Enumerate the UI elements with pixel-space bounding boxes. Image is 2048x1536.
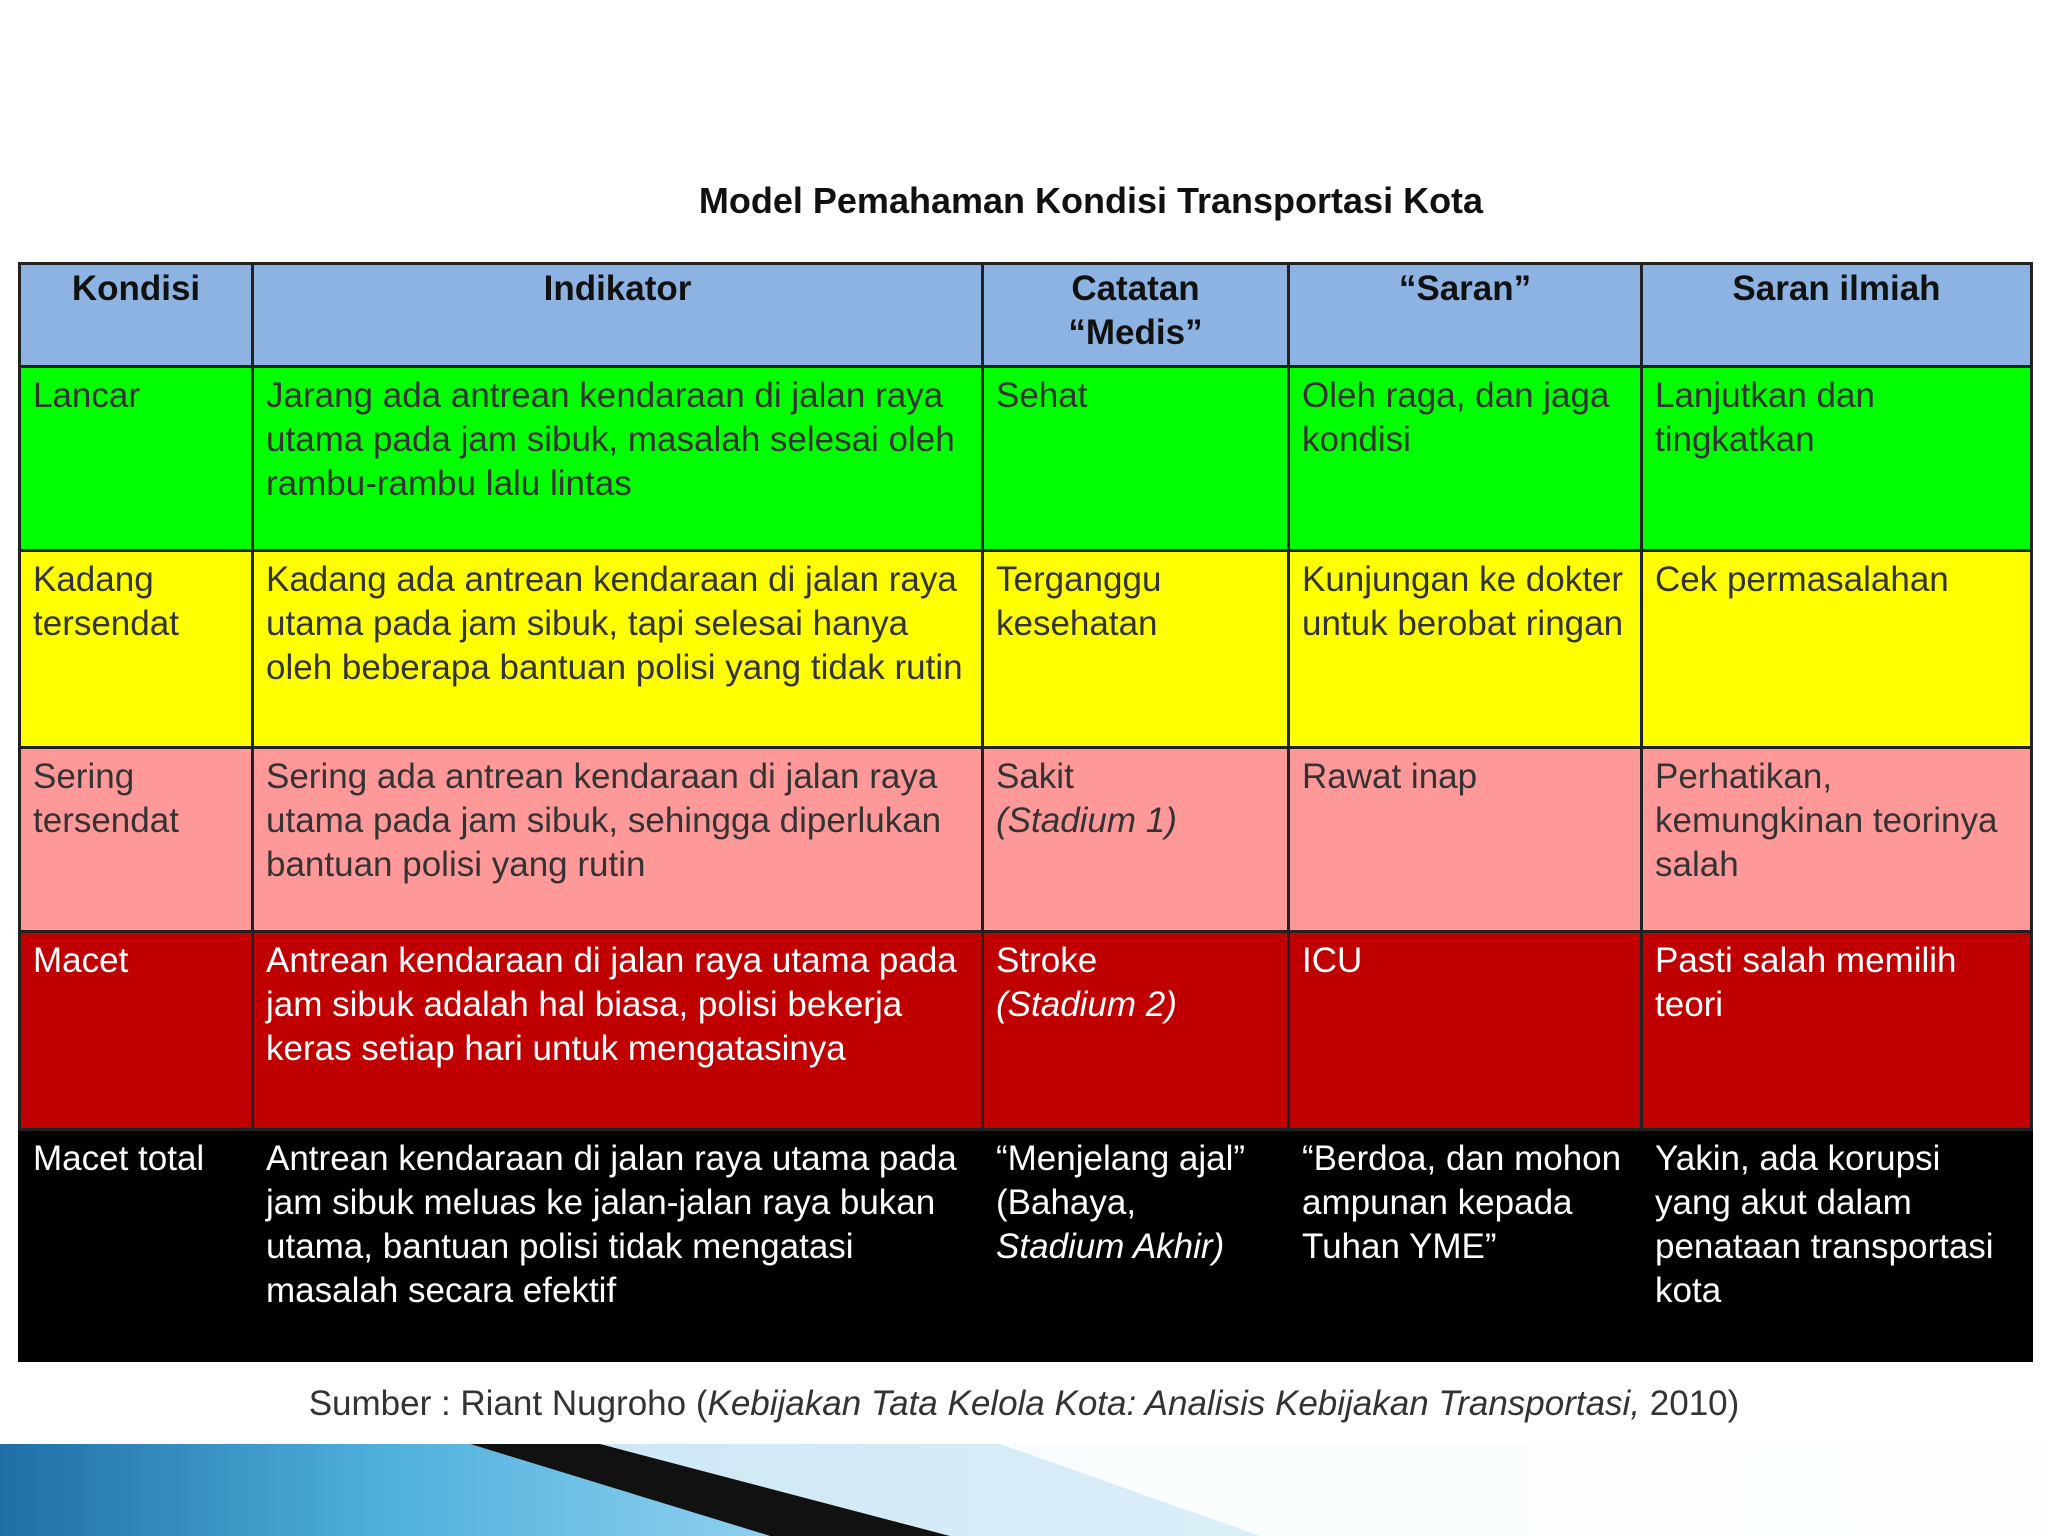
header-kondisi: Kondisi [20, 264, 253, 367]
cell-indikator: Antrean kendaraan di jalan raya utama pada jam sibuk meluas ke jalan-jalan raya bukan utama, bantuan polisi tidak mengatasi masalah secara efektif [253, 1130, 983, 1361]
cell-saran-ilmiah: Cek permasalahan [1642, 551, 2032, 748]
cell-saran: “Berdoa, dan mohon ampunan kepada Tuhan YME” [1289, 1130, 1642, 1361]
cell-saran-ilmiah: Lanjutkan dan tingkatkan [1642, 367, 2032, 551]
cell-kondisi: Macet [20, 932, 253, 1130]
catatan-bahaya: (Bahaya, [996, 1183, 1137, 1222]
table-row-macet [20, 932, 2032, 1130]
source-prefix: Sumber : Riant Nugroho ( [308, 1384, 708, 1423]
catatan-stage: (Stadium 2) [996, 985, 1177, 1024]
table-row-lancar [20, 367, 2032, 551]
catatan-main: Sakit [996, 757, 1074, 796]
header-catatan-line1: Catatan [1071, 269, 1200, 308]
cell-catatan: Sehat [983, 367, 1289, 551]
header-catatan-line2: “Medis” [1068, 313, 1203, 352]
transport-condition-table [18, 262, 2033, 1362]
cell-indikator: Jarang ada antrean kendaraan di jalan raya utama pada jam sibuk, masalah selesai oleh rambu-rambu lalu lintas [253, 367, 983, 551]
header-saran: “Saran” [1289, 264, 1642, 367]
cell-catatan [983, 748, 1289, 932]
header-saran-ilmiah: Saran ilmiah [1642, 264, 2032, 367]
cell-saran-ilmiah: Pasti salah memilih teori [1642, 932, 2032, 1130]
table-row-macet-total [20, 1130, 2032, 1361]
cell-catatan [983, 932, 1289, 1130]
cell-saran: ICU [1289, 932, 1642, 1130]
source-citation [0, 1384, 2048, 1424]
cell-kondisi: Macet total [20, 1130, 253, 1361]
cell-saran-ilmiah: Yakin, ada korupsi yang akut dalam penataan transportasi kota [1642, 1130, 2032, 1361]
cell-saran: Kunjungan ke dokter untuk berobat ringan [1289, 551, 1642, 748]
source-suffix: 2010) [1640, 1384, 1740, 1423]
table-row-kadang-tersendat [20, 551, 2032, 748]
cell-saran: Rawat inap [1289, 748, 1642, 932]
slide-title: Model Pemahaman Kondisi Transportasi Kota [698, 180, 1484, 221]
cell-catatan [983, 1130, 1289, 1361]
header-catatan-medis [983, 264, 1289, 367]
cell-saran-ilmiah: Perhatikan, kemungkinan teorinya salah [1642, 748, 2032, 932]
cell-indikator: Sering ada antrean kendaraan di jalan raya utama pada jam sibuk, sehingga diperlukan bantuan polisi yang rutin [253, 748, 983, 932]
table-header-row [20, 264, 2032, 367]
cell-catatan: Terganggu kesehatan [983, 551, 1289, 748]
cell-kondisi: Lancar [20, 367, 253, 551]
cell-indikator: Antrean kendaraan di jalan raya utama pada jam sibuk adalah hal biasa, polisi bekerja keras setiap hari untuk mengatasinya [253, 932, 983, 1130]
decorative-footer-stripe [0, 1444, 2048, 1536]
cell-kondisi: Sering tersendat [20, 748, 253, 932]
catatan-stage: (Stadium 1) [996, 801, 1177, 840]
table-row-sering-tersendat [20, 748, 2032, 932]
catatan-main: “Menjelang ajal” [996, 1139, 1246, 1178]
catatan-stage: Stadium Akhir) [996, 1227, 1225, 1266]
source-book-title: Kebijakan Tata Kelola Kota: Analisis Kebijakan Transportasi, [707, 1384, 1641, 1423]
cell-saran: Oleh raga, dan jaga kondisi [1289, 367, 1642, 551]
catatan-main: Stroke [996, 941, 1098, 980]
cell-kondisi: Kadang tersendat [20, 551, 253, 748]
cell-indikator: Kadang ada antrean kendaraan di jalan raya utama pada jam sibuk, tapi selesai hanya oleh beberapa bantuan polisi yang tidak rutin [253, 551, 983, 748]
header-indikator: Indikator [253, 264, 983, 367]
